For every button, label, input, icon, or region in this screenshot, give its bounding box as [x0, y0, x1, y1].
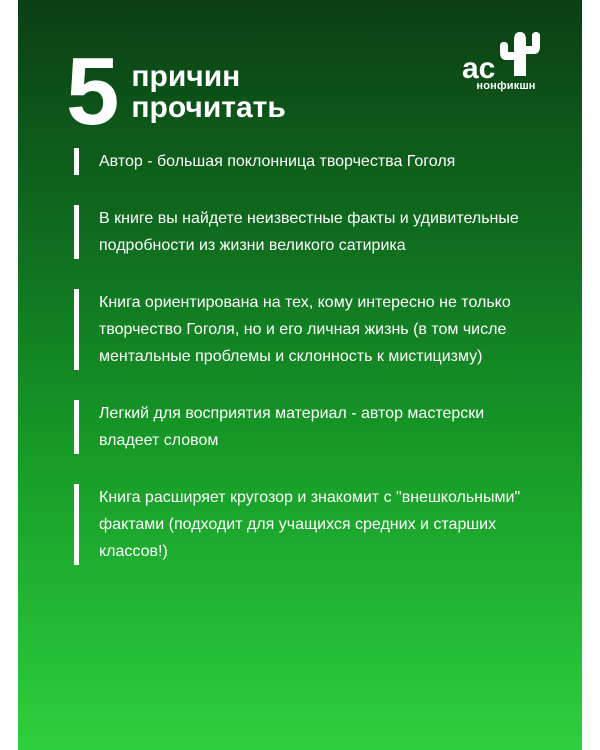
- logo-letters: ac: [462, 52, 496, 84]
- reasons-count: 5: [66, 38, 118, 145]
- reason-bar: [74, 400, 79, 454]
- title-line-1: причин: [131, 59, 241, 93]
- publisher-logo: [458, 20, 554, 100]
- reason-bar: [74, 148, 79, 175]
- reasons-list: [74, 148, 544, 595]
- reason-text: Книга расширяет кругозор и знакомит с "внешкольными" фактами (подходит для учащихся средних и старших классов!): [99, 489, 521, 560]
- promo-card: [18, 0, 582, 750]
- cactus-logo-icon: [458, 20, 554, 84]
- reason-text: Автор - большая поклонница творчества Гоголя: [99, 153, 456, 170]
- title-line-2: прочитать: [131, 91, 286, 124]
- reason-text: В книге вы найдете неизвестные факты и удивительные подробности из жизни великого сатирика: [99, 210, 519, 254]
- reason-bar: [74, 484, 79, 565]
- reason-text: Легкий для восприятия материал - автор мастерски владеет словом: [99, 405, 485, 449]
- header: [66, 38, 286, 145]
- reason-item: [74, 148, 544, 175]
- reason-item: [74, 400, 544, 454]
- title: [131, 61, 285, 124]
- reason-item: [74, 484, 544, 565]
- reason-bar: [74, 205, 79, 259]
- reason-item: [74, 289, 544, 370]
- reason-item: [74, 205, 544, 259]
- reason-bar: [74, 289, 79, 370]
- reason-text: Книга ориентирована на тех, кому интересно не только творчество Гоголя, но и его личная жизнь (в том числе ментальные проблемы и склонность к мистицизму): [99, 294, 511, 365]
- logo-subtitle: нонфикшн: [476, 80, 536, 92]
